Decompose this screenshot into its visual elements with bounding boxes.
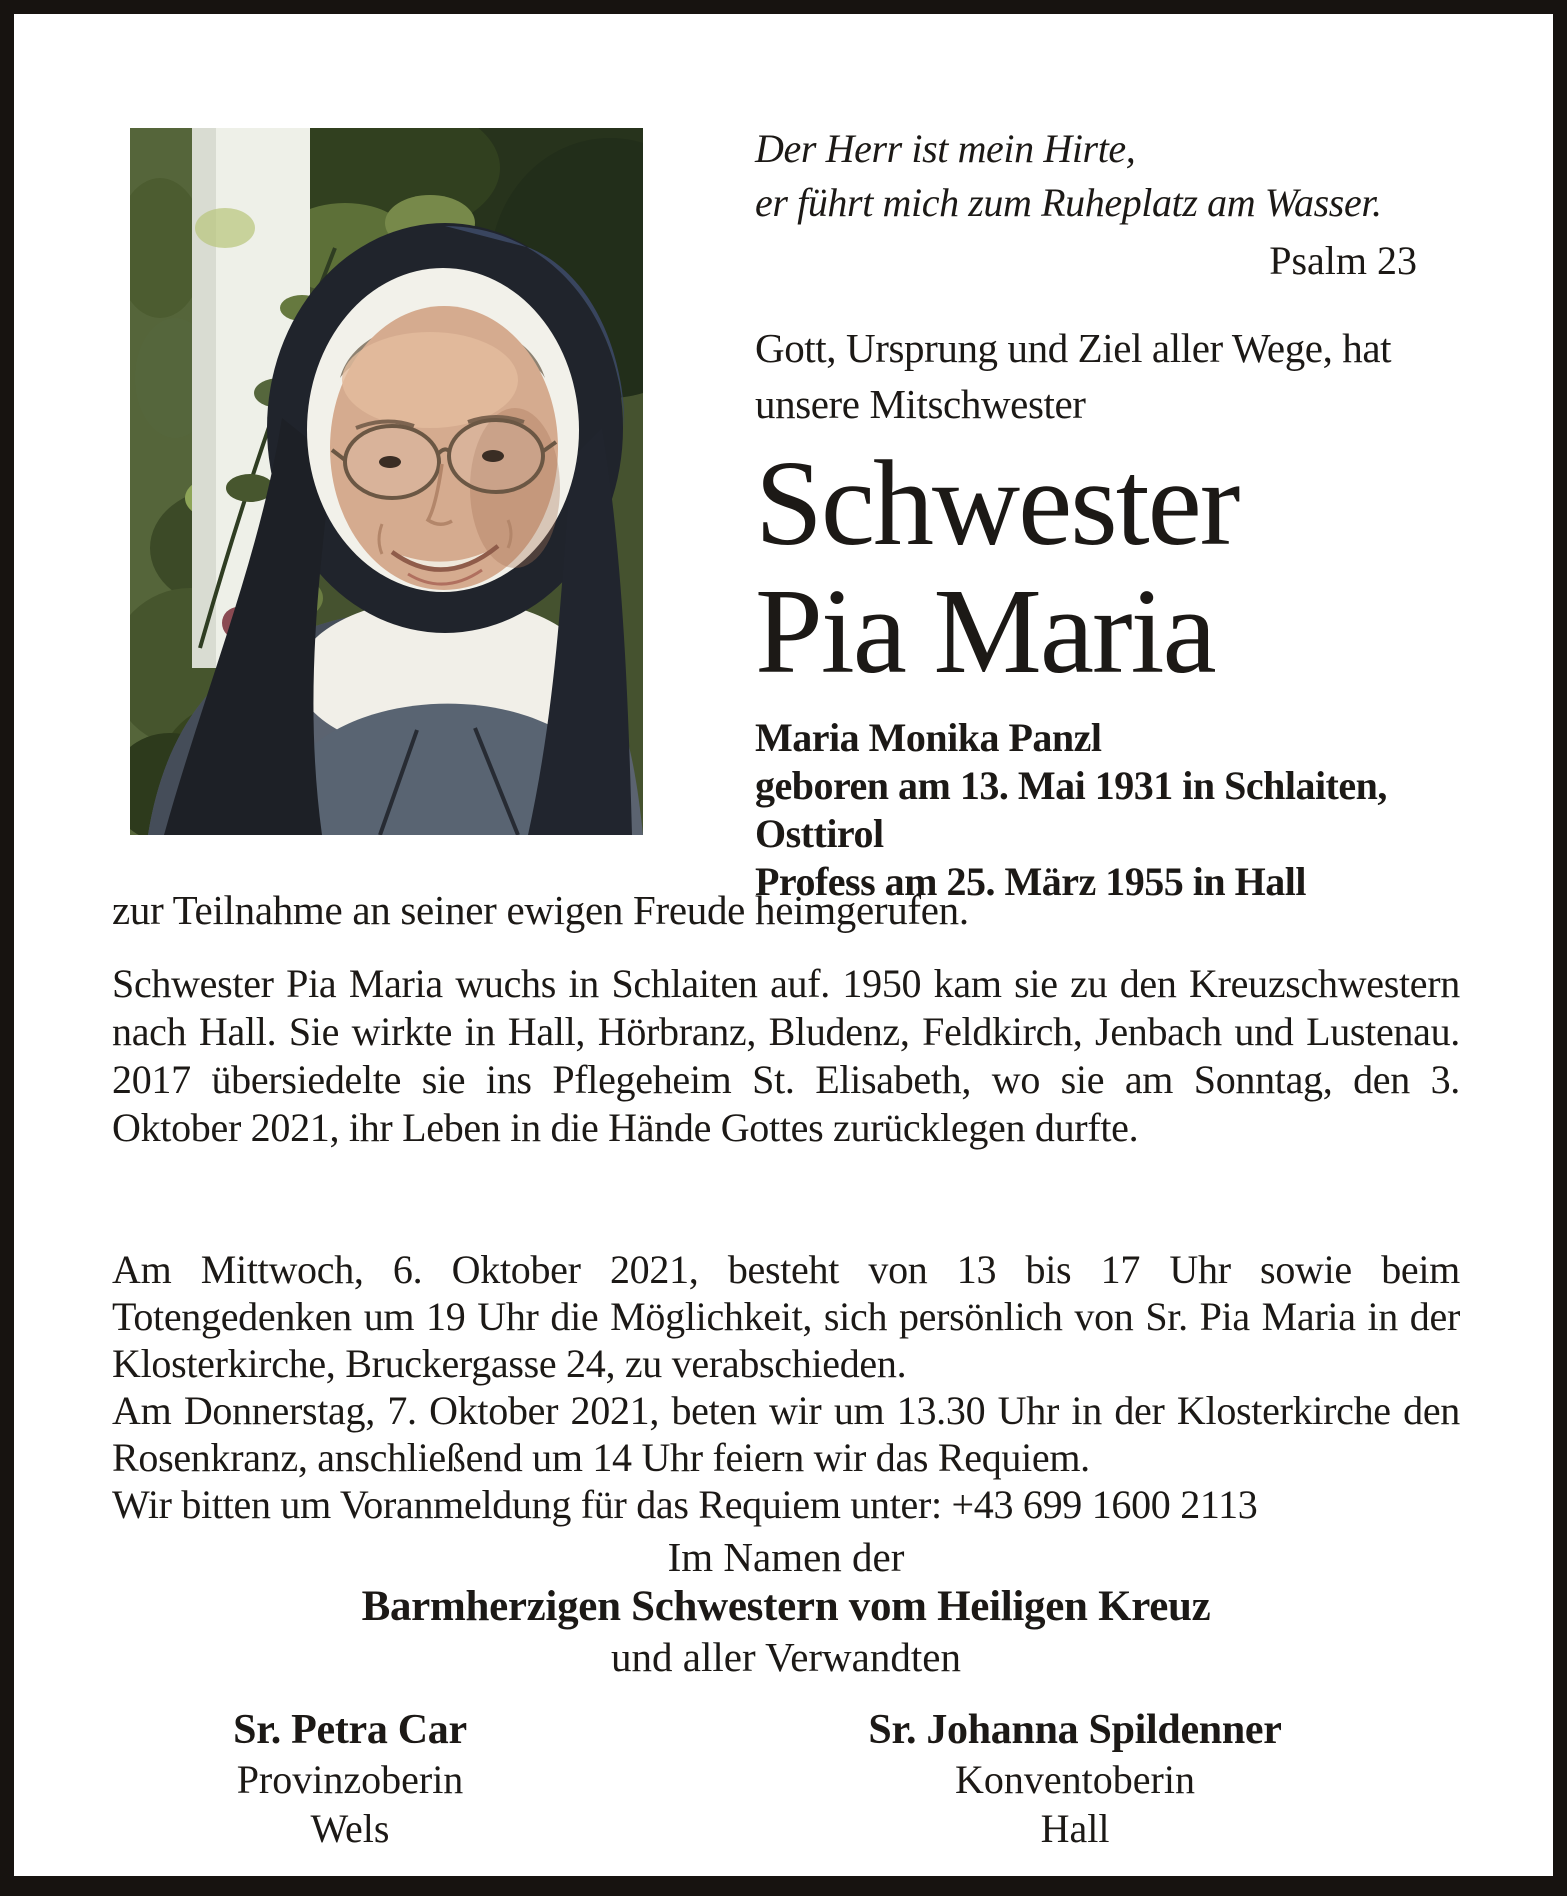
portrait-photo (130, 128, 643, 835)
funeral-info-paragraph (112, 1246, 1460, 1528)
funeral-visitation-text: Am Mittwoch, 6. Oktober 2021, besteht von 13 bis 17 Uhr sowie beim Totengedenken um 19 Uhr die Möglichkeit, sich persönlich von Sr. Pia Maria in der Klosterkirche, Bruckergasse 24, zu verabschieden. (112, 1247, 1460, 1386)
closing-line1: Im Namen der (667, 1534, 905, 1580)
intro-line2: unsere Mitschwester (755, 381, 1086, 427)
right-column (755, 122, 1467, 906)
funeral-requiem-text: Am Donnerstag, 7. Oktober 2021, beten wir um 13.30 Uhr in der Klosterkirche den Rosenkranz, anschließend um 14 Uhr feiern wir das Requiem. (112, 1388, 1460, 1480)
biography-paragraph (112, 960, 1460, 1152)
psalm-quote-line1: Der Herr ist mein Hirte, (755, 126, 1136, 171)
birth-name: Maria Monika Panzl (755, 715, 1102, 760)
signature-right (790, 1706, 1360, 1853)
signature-left (130, 1706, 570, 1853)
profession-line: Profess am 25. März 1955 in Hall (755, 859, 1306, 904)
birth-date-line: geboren am 13. Mai 1931 in Schlaiten, (755, 763, 1387, 808)
signature-left-place: Wels (310, 1806, 390, 1851)
psalm-source: Psalm 23 (1269, 238, 1417, 283)
deceased-name-line1: Schwester (755, 436, 1239, 571)
signature-right-name: Sr. Johanna Spildenner (868, 1707, 1282, 1753)
biography-text: Schwester Pia Maria wuchs in Schlaiten auf. 1950 kam sie zu den Kreuzschwestern nach Hall. Sie wirkte in Hall, Hörbranz, Bludenz, Feldkirch, Jenbach und Lustenau. 2017 übersiedelte sie ins Pflegeheim St. Elisabeth, wo sie am Sonntag, den 3. Oktober 2021, ihr Leben in die Hände Gottes zurücklegen durfte. (112, 961, 1460, 1150)
signature-left-role: Provinzoberin (236, 1757, 464, 1802)
deceased-name-line2: Pia Maria (755, 564, 1215, 699)
signature-right-role: Konventoberin (955, 1757, 1195, 1802)
psalm-quote-line2: er führt mich zum Ruheplatz am Wasser. (755, 180, 1382, 225)
deceased-name-heading (755, 436, 1467, 699)
signature-right-place: Hall (1040, 1806, 1110, 1851)
called-home-line: zur Teilnahme an seiner ewigen Freude heimgerufen. (112, 887, 969, 933)
intro-line1: Gott, Ursprung und Ziel aller Wege, hat (755, 325, 1392, 371)
signature-left-name: Sr. Petra Car (233, 1707, 467, 1753)
closing-line3: und aller Verwandten (611, 1634, 961, 1680)
deceased-details (755, 714, 1467, 906)
funeral-registration-text: Wir bitten um Voranmeldung für das Requiem unter: +43 699 1600 2113 (112, 1482, 1258, 1527)
closing-block (112, 1532, 1460, 1682)
birth-region-line: Osttirol (755, 811, 884, 856)
portrait-photo-illustration (130, 128, 643, 835)
closing-congregation-name: Barmherzigen Schwestern vom Heiligen Kreuz (361, 1583, 1211, 1630)
